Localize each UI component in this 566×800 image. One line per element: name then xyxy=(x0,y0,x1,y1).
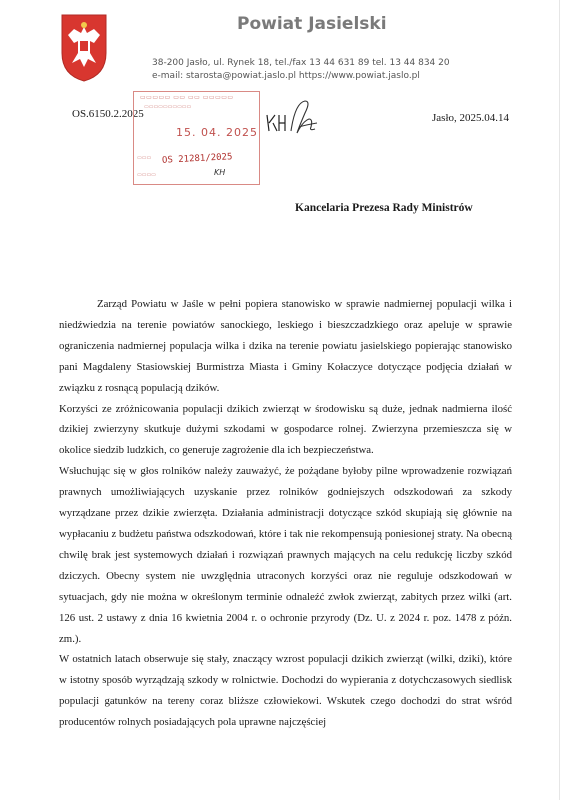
stamp-subheader-text: ▭▭▭▭▭▭▭▭▭▭ xyxy=(144,104,192,110)
reference-number: OS.6150.2.2025 xyxy=(72,108,144,120)
stamp-field-label: ▭▭▭ xyxy=(137,155,152,161)
red-shield-white-eagle-crest-icon xyxy=(60,13,108,83)
stamp-header-text: ▭▭▭▭▭ ▭▭ ▭▭ ▭▭▭▭▭ xyxy=(140,94,234,101)
received-stamp xyxy=(133,91,260,185)
stamp-entry-number: OS 21281/2025 xyxy=(161,152,233,166)
paragraph: W ostatnich latach obserwuje się stały, znaczący wzrost populacji dzikich zwierząt (wilki, dziki), które w istotny sposób wyrządzają szkody w rolnictwie. Dochodzi do wypierania z dotychczasowych siedlisk populacji gatunków na tereny coraz bliższe człowiekowi. Wskutek czego dochodzi do strat wśród producentów rolnych posiadających pola uprawne najczęściej xyxy=(59,653,512,729)
stamp-date: 15. 04. 2025 xyxy=(176,126,258,139)
stamp-field-label: ▭▭▭▭ xyxy=(137,172,156,178)
letter-body xyxy=(59,294,512,733)
contact-line: e-mail: starosta@powiat.jaslo.pl https://www.powiat.jaslo.pl xyxy=(152,71,420,81)
paragraph: Zarząd Powiatu w Jaśle w pełni popiera stanowisko w sprawie nadmiernej populacji wilka i niedźwiedzia na terenie powiatów sanockiego, leskiego i bieszczadzkiego oraz apeluje w sprawie ograniczenia nadmiernej populacja wilka i dzika na terenie powiatu jasielskiego popierając stanowisko pani Magdaleny Stasiowskiej Burmistrza Miasta i Gminy Kołaczyce dotyczące podjęcia działań w związku z rosnącą populacją dzików. xyxy=(59,298,512,394)
stamp-initials: KH xyxy=(214,168,226,177)
recipient: Kancelaria Prezesa Rady Ministrów xyxy=(295,202,473,214)
office-name: Powiat Jasielski xyxy=(237,14,387,34)
address-line: 38-200 Jasło, ul. Rynek 18, tel./fax 13 44 631 89 tel. 13 44 834 20 xyxy=(152,58,450,68)
handwritten-signature-icon xyxy=(265,97,325,139)
paragraph: Wsłuchując się w głos rolników należy zauważyć, że pożądane byłoby pilne wprowadzenie rozwiązań prawnych umożliwiających uzyskanie przez rolników godniejszych odszkodowań za szkody wyrządzane przez dzikie zwierzęta. Działania administracji dotyczące szkód skupiają się głównie na wypłacaniu z budżetu państwa odszkodowań, które i tak nie rekompensują poniesionej straty. Na obecną chwilę brak jest systemowych działań i rozwiązań prawnych mających na celu redukcję liczby szkód dziczych. Obecny system nie uwzględnia utraconych korzyści oraz nie reguluje odszkodowań w sytuacjach, gdy nie można w określonym terminie odnaleźć zwłok zwierząt, zabitych przez wilki (art. 126 ust. 2 ustawy z dnia 16 kwietnia 2004 r. o ochronie przyrody (Dz. U. z 2024 r. poz. 1478 z późn. zm.). xyxy=(59,465,512,645)
page-edge xyxy=(559,0,560,800)
paragraph: Korzyści ze zróżnicowania populacji dzikich zwierząt w środowisku są duże, jednak nadmierna ilość dzikiej zwierzyny skutkuje dużymi szkodami w gospodarce rolnej. Zwierzyna przemieszcza się w okolice siedzib ludzkich, co generuje zagrożenie dla ich bezpieczeństwa. xyxy=(59,402,512,457)
date-line: Jasło, 2025.04.14 xyxy=(432,112,509,124)
